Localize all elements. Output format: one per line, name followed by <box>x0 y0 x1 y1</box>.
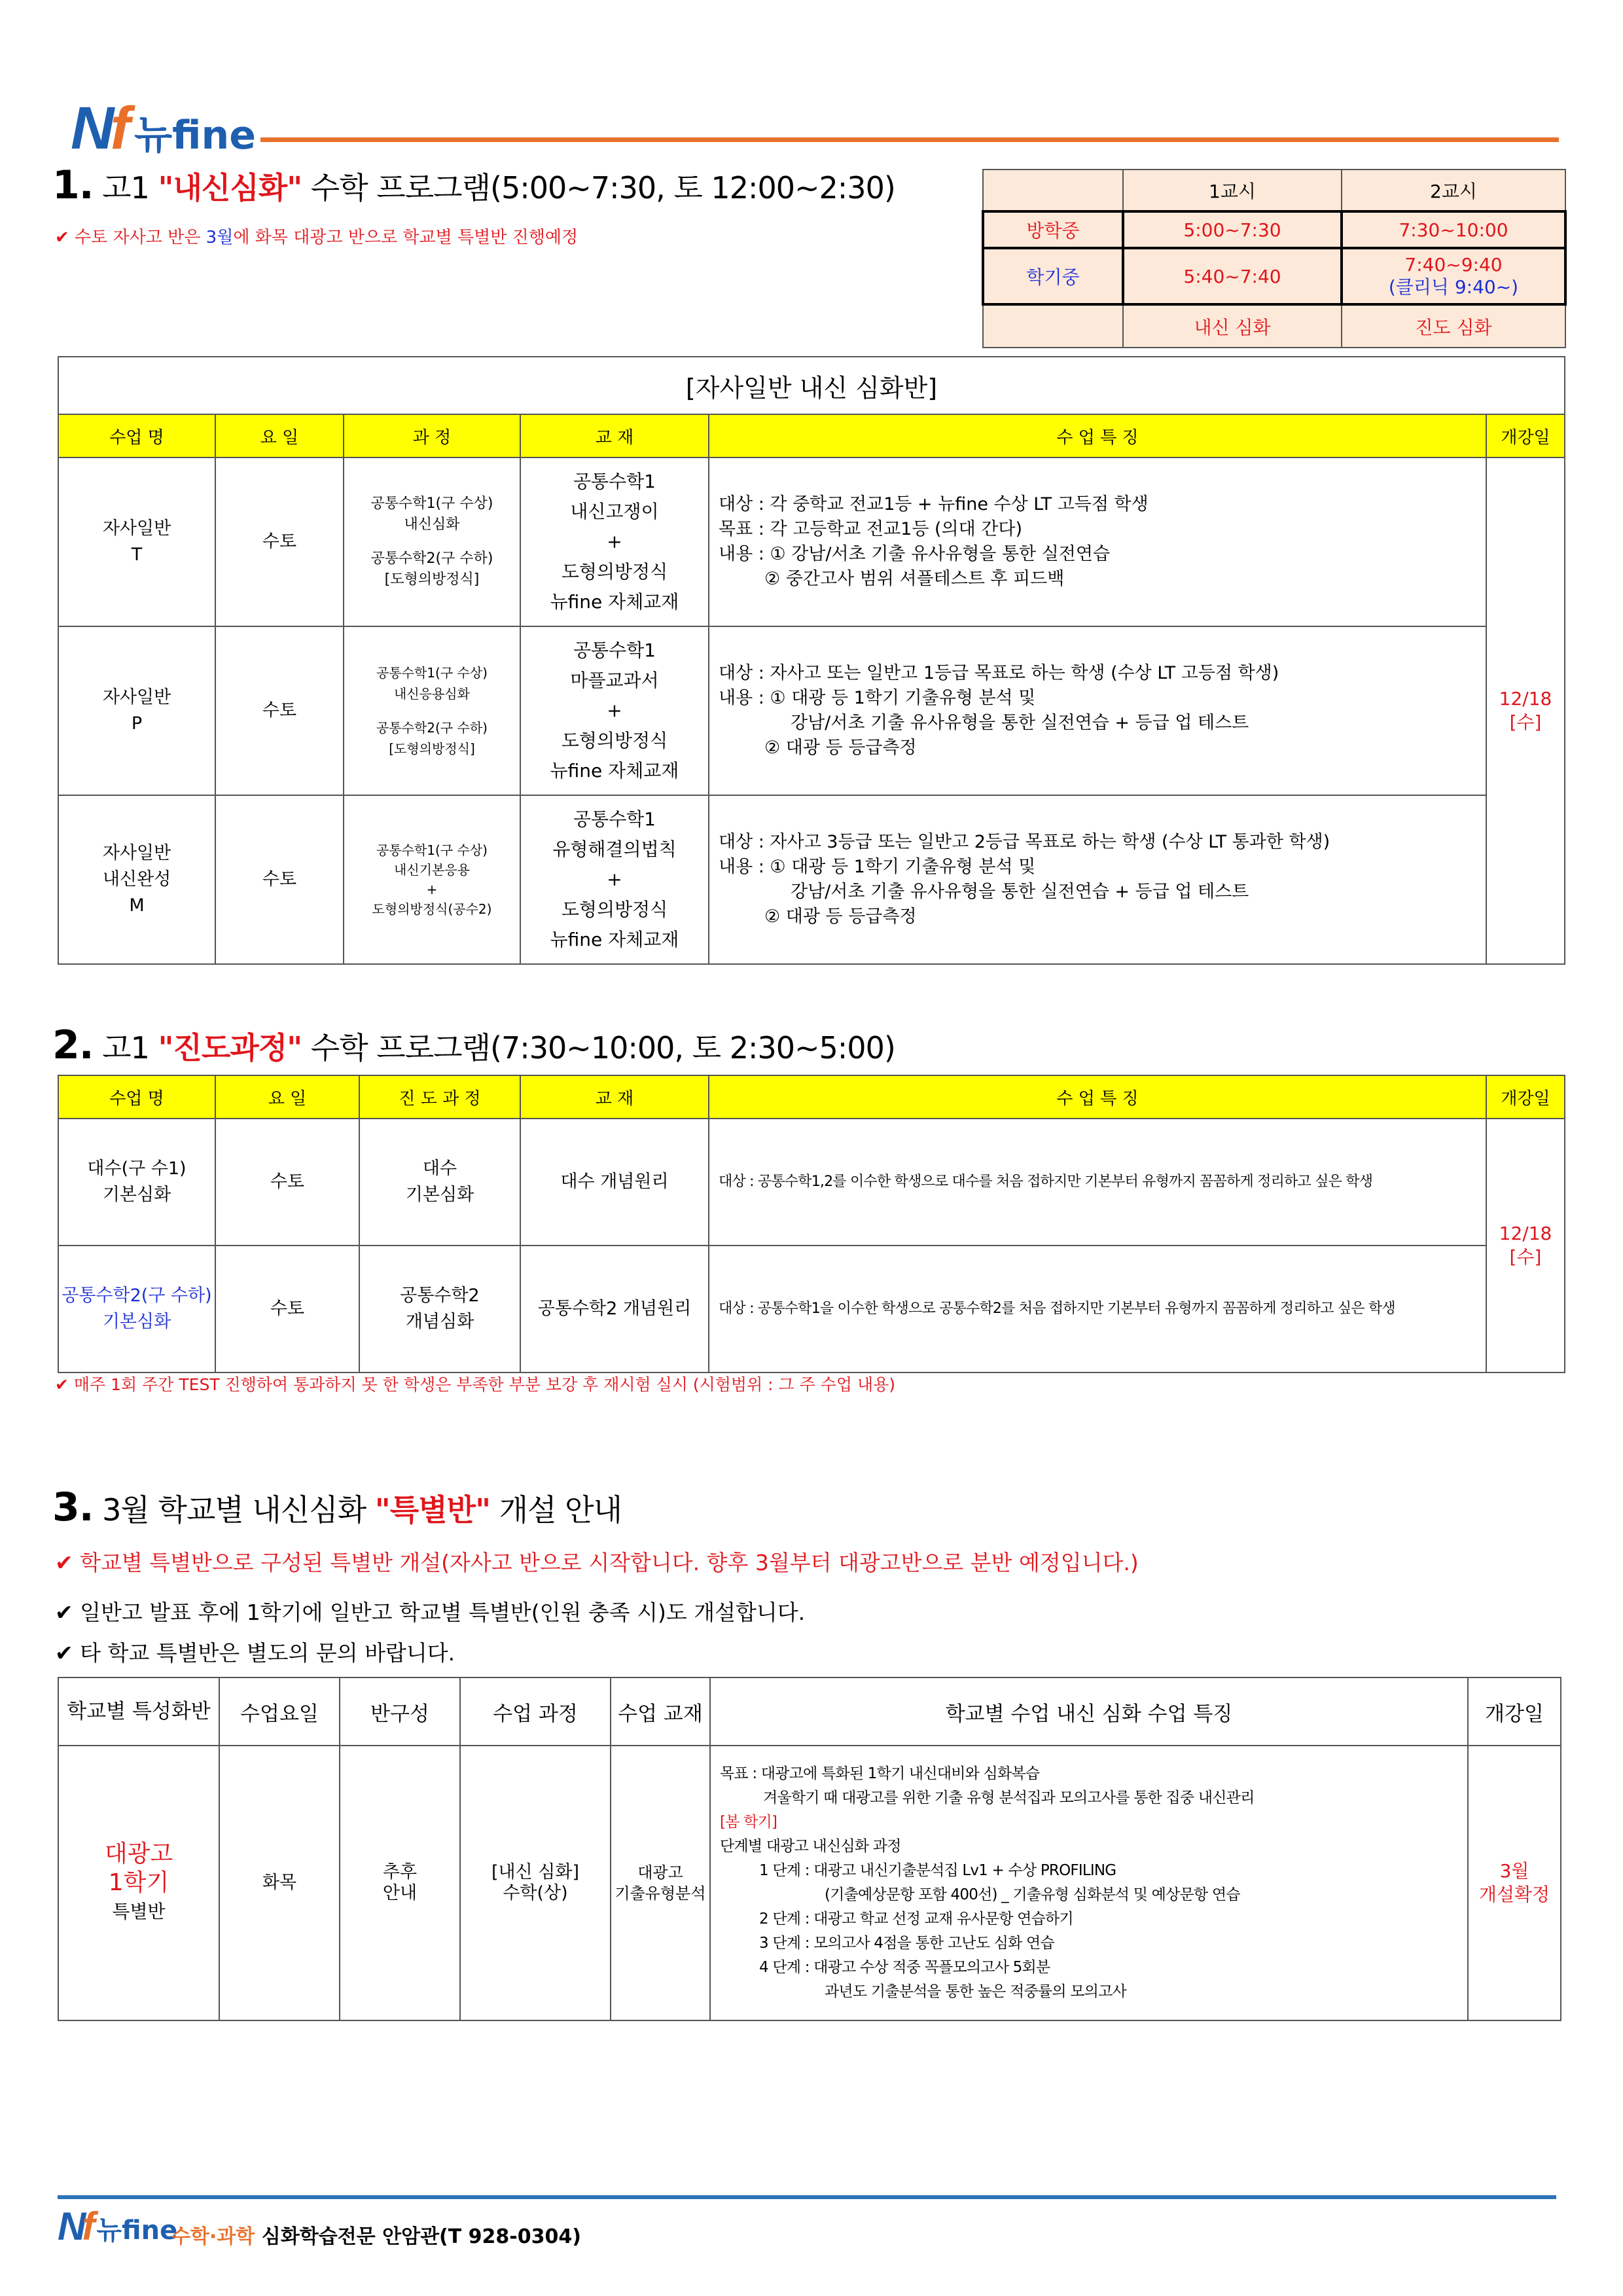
schedule-row-semester-label: 학기중 <box>983 248 1123 304</box>
schedule-type1: 내신 심화 <box>1123 304 1342 348</box>
class-books: 공통수학1 마플교과서 + 도형의방정식 뉴fine 자체교재 <box>520 626 709 795</box>
check-icon: ✔ <box>55 1375 69 1394</box>
class-book: 대광고 기출유형분석 <box>611 1746 710 2020</box>
table-row <box>58 1746 1561 2020</box>
class-name: 자사일반 P <box>58 626 215 795</box>
section2-note: ✔ 매주 1회 주간 TEST 진행하여 통과하지 못 한 학생은 부족한 부분 보강 후 재시험 실시 (시험범위 : 그 주 수업 내용) <box>55 1375 896 1394</box>
col-course: 수업 과정 <box>460 1677 611 1746</box>
class-course: [내신 심화] 수학(상) <box>460 1746 611 2020</box>
footer-text: 수학·과학 심화학습전문 안암관(T 928-0304) <box>171 2225 581 2248</box>
class-course: 공통수학1(구 수상) 내신심화 공통수학2(구 수하) [도형의방정식] <box>344 457 520 626</box>
class-features: 대상 : 자사고 3등급 또는 일반고 2등급 목표로 하는 학생 (수상 LT 통과한 학생) 내용 : ① 대광 등 1학기 기출유형 분석 및 강남/서초 기출 유사유형을 통한 실전연습 + 등급 업 테스트 ② 대광 등 등급측정 <box>709 795 1486 964</box>
header-rule <box>260 137 1559 142</box>
class-features: 목표 : 대광고에 특화된 1학기 내신대비와 심화복습 겨울학기 때 대광고를 위한 기출 유형 분석집과 모의고사를 통한 집중 내신관리 [봄 학기] 단계별 대광고 내신심화 과정 1 단계 : 대광고 내신기출분석집 Lv1 + 수상 PROFILING (기출예상문항 포함 400선) _ 기출유형 심화분석 및 예상문항 연습 2 단계 : 대광고 학교 선정 교재 유사문항 연습하기 3 단계 : 모의고사 4점을 통한 고난도 심화 연습 4 단계 : 대광고 수상 적중 꼭플모의고사 5회분 과년도 기출분석을 통한 높은 적중률의 모의고사 <box>710 1746 1468 2020</box>
class-course: 공통수학1(구 수상) 내신기본응용 + 도형의방정식(공수2) <box>344 795 520 964</box>
check-icon: ✔ <box>55 228 69 247</box>
schedule-header-blank <box>983 170 1123 211</box>
table-row <box>58 1119 1565 1246</box>
open-date: 3월 개설확정 <box>1468 1746 1561 2020</box>
class-book: 대수 개념원리 <box>520 1119 709 1246</box>
table-row <box>58 1246 1565 1372</box>
schedule-row-semester-p1: 5:40~7:40 <box>1123 248 1342 304</box>
class-day: 화목 <box>219 1746 340 2020</box>
check-icon: ✔ <box>55 1550 73 1575</box>
class-books: 공통수학1 내신고쟁이 + 도형의방정식 뉴fine 자체교재 <box>520 457 709 626</box>
class-features: 대상 : 각 중학교 전교1등 + 뉴fine 수상 LT 고득점 학생 목표 : 각 고등학교 전교1등 (의대 간다) 내용 : ① 강남/서초 기출 유사유형을 통한 실전연습 ② 중간고사 범위 셔플테스트 후 피드백 <box>709 457 1486 626</box>
class-day: 수토 <box>215 795 344 964</box>
section2-title: 2. 고1 "진도과정" 수학 프로그램(7:30~10:00, 토 2:30~5:00) <box>52 1022 895 1068</box>
col-open: 개강일 <box>1486 1075 1565 1119</box>
class-book: 공통수학2 개념원리 <box>520 1246 709 1372</box>
section3-note-3: ✔ 타 학교 특별반은 별도의 문의 바랍니다. <box>55 1640 455 1666</box>
class-name: 대수(구 수1) 기본심화 <box>58 1119 215 1246</box>
schedule-table <box>982 169 1567 348</box>
col-course: 진 도 과 정 <box>359 1075 520 1119</box>
schedule-row-semester-p2: 7:40~9:40 (클리닉 9:40~) <box>1342 248 1565 304</box>
class-books: 공통수학1 유형해결의법칙 + 도형의방정식 뉴fine 자체교재 <box>520 795 709 964</box>
section3-title: 3. 3월 학교별 내신심화 "특별반" 개설 안내 <box>52 1484 622 1530</box>
class-feature: 대상 : 공통수학1,2를 이수한 학생으로 대수를 처음 접하지만 기본부터 유형까지 꼼꼼하게 정리하고 싶은 학생 <box>709 1119 1486 1246</box>
col-feature: 수 업 특 징 <box>709 1075 1486 1119</box>
schedule-row-vacation-label: 방학중 <box>983 211 1123 248</box>
table-row <box>58 457 1565 626</box>
section1-table <box>58 356 1565 965</box>
table-row <box>58 626 1565 795</box>
class-features: 대상 : 자사고 또는 일반고 1등급 목표로 하는 학생 (수상 LT 고등점 학생) 내용 : ① 대광 등 1학기 기출유형 분석 및 강남/서초 기출 유사유형을 통한 실전연습 + 등급 업 테스트 ② 대광 등 등급측정 <box>709 626 1486 795</box>
col-day: 요 일 <box>215 414 344 457</box>
col-school: 학교별 특성화반 <box>58 1677 219 1746</box>
section2-table <box>58 1075 1565 1373</box>
class-composition: 추후 안내 <box>340 1746 460 2020</box>
col-course: 과 정 <box>344 414 520 457</box>
col-name: 수업 명 <box>58 414 215 457</box>
col-day: 수업요일 <box>219 1677 340 1746</box>
brand-logo <box>71 95 256 162</box>
schedule-header-period1: 1교시 <box>1123 170 1342 211</box>
class-name: 자사일반 T <box>58 457 215 626</box>
open-date: 12/18 [수] <box>1486 457 1565 964</box>
class-course: 대수 기본심화 <box>359 1119 520 1246</box>
school-name: 대광고 1학기 특별반 <box>58 1746 219 2020</box>
check-icon: ✔ <box>55 1640 73 1666</box>
col-open: 개강일 <box>1486 414 1565 457</box>
col-book: 교 재 <box>520 414 709 457</box>
class-day: 수토 <box>215 1119 359 1246</box>
footer-logo <box>58 2204 178 2248</box>
schedule-row-vacation-p2: 7:30~10:00 <box>1342 211 1565 248</box>
class-feature: 대상 : 공통수학1을 이수한 학생으로 공통수학2를 처음 접하지만 기본부터 유형까지 꼼꼼하게 정리하고 싶은 학생 <box>709 1246 1486 1372</box>
section3-note-1: ✔ 학교별 특별반으로 구성된 특별반 개설(자사고 반으로 시작합니다. 향후 3월부터 대광고반으로 분반 예정입니다.) <box>55 1550 1139 1575</box>
col-feature: 수 업 특 징 <box>709 414 1486 457</box>
col-name: 수업 명 <box>58 1075 215 1119</box>
col-feature: 학교별 수업 내신 심화 수업 특징 <box>710 1677 1468 1746</box>
col-composition: 반구성 <box>340 1677 460 1746</box>
class-day: 수토 <box>215 626 344 795</box>
footer-rule <box>58 2195 1556 2199</box>
schedule-row-vacation-p1: 5:00~7:30 <box>1123 211 1342 248</box>
class-course: 공통수학1(구 수상) 내신응용심화 공통수학2(구 수하) [도형의방정식] <box>344 626 520 795</box>
section3-table <box>58 1677 1561 2021</box>
class-name: 공통수학2(구 수하) 기본심화 <box>58 1246 215 1372</box>
class-day: 수토 <box>215 1246 359 1372</box>
table-row <box>58 795 1565 964</box>
open-date: 12/18 [수] <box>1486 1119 1565 1372</box>
section1-title: 1. 고1 "내신심화" 수학 프로그램(5:00~7:30, 토 12:00~2:30) <box>52 162 895 208</box>
section1-note: ✔ 수토 자사고 반은 3월에 화목 대광고 반으로 학교별 특별반 진행예정 <box>55 228 579 247</box>
logo-word: 뉴fine <box>134 113 256 158</box>
logo-word: 뉴fine <box>96 2215 178 2246</box>
class-name: 자사일반 내신완성 M <box>58 795 215 964</box>
section3-note-2: ✔ 일반고 발표 후에 1학기에 일반고 학교별 특별반(인원 충족 시)도 개설합니다. <box>55 1600 806 1625</box>
class-course: 공통수학2 개념심화 <box>359 1246 520 1372</box>
check-icon: ✔ <box>55 1600 73 1625</box>
logo-mark: Nf <box>58 2204 92 2248</box>
col-book: 수업 교재 <box>611 1677 710 1746</box>
col-book: 교 재 <box>520 1075 709 1119</box>
schedule-type2: 진도 심화 <box>1342 304 1565 348</box>
table-title: [자사일반 내신 심화반] <box>58 357 1565 414</box>
col-open: 개강일 <box>1468 1677 1561 1746</box>
logo-mark: Nf <box>71 95 127 162</box>
class-day: 수토 <box>215 457 344 626</box>
col-day: 요 일 <box>215 1075 359 1119</box>
schedule-header-period2: 2교시 <box>1342 170 1565 211</box>
